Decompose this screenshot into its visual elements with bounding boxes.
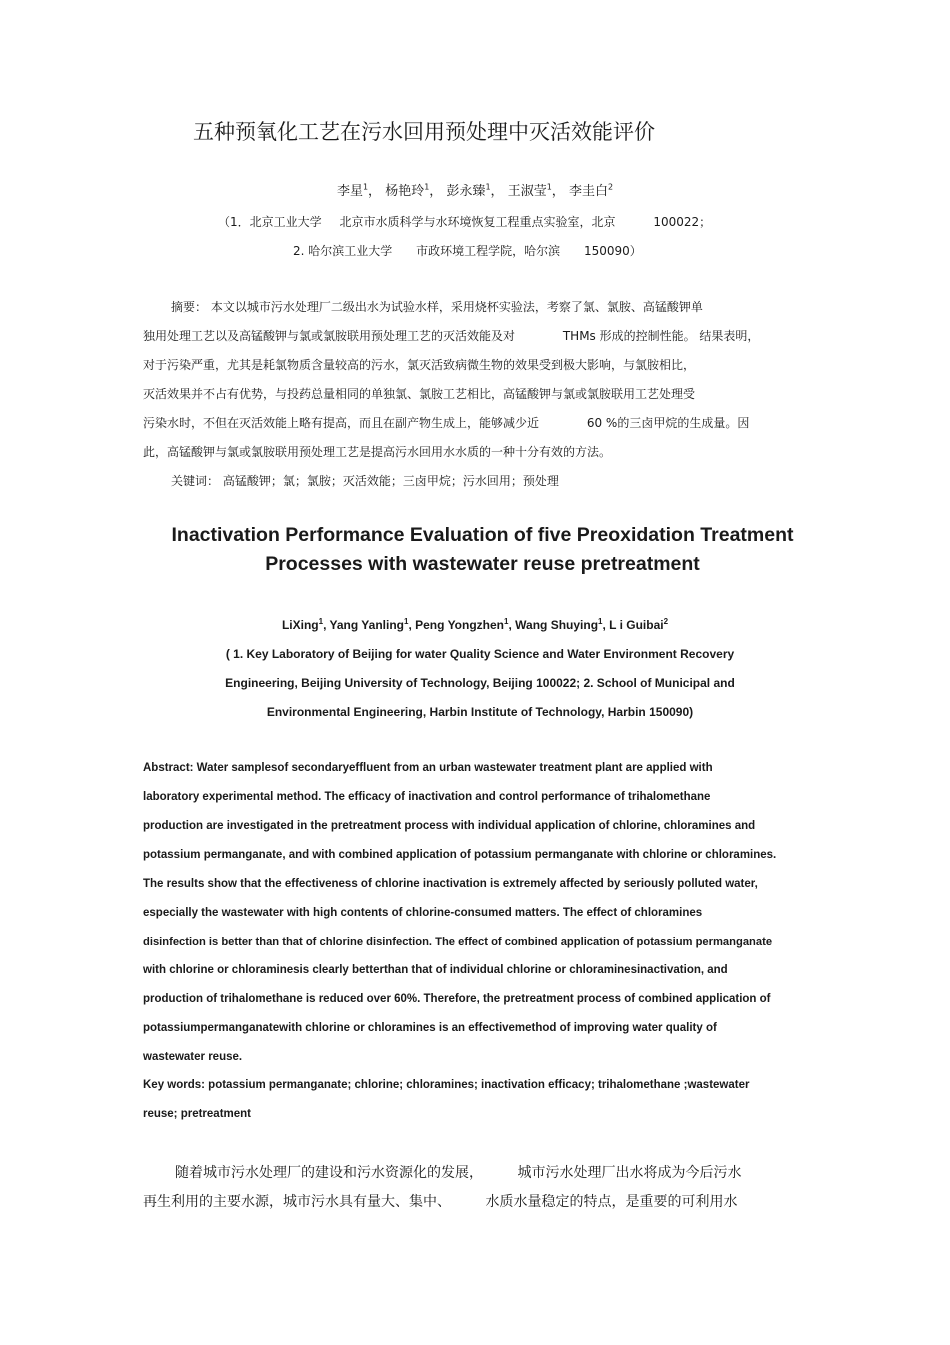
chinese-author: 杨艳玲 — [385, 184, 425, 199]
abstract-segment: 60 %的三卤甲烷的生成量。因 — [586, 416, 750, 430]
affiliation-segment: （1．北京工业大学 — [218, 215, 322, 229]
chinese-author: 李星 — [336, 184, 363, 199]
author-affiliation-mark: 1 — [485, 182, 491, 192]
english-abstract-line: laboratory experimental method. The efficacy of inactivation and control performance of trihalomethane — [143, 791, 711, 803]
author-affiliation-mark: 1 — [504, 617, 509, 626]
english-affiliation-line: Engineering, Beijing University of Technology, Beijing 100022; 2. School of Municipal and — [225, 676, 735, 690]
body-segment: 城市污水处理厂出水将成为今后污水 — [517, 1165, 742, 1181]
chinese-author: 李圭白 — [568, 184, 608, 199]
chinese-title: 五种预氧化工艺在污水回用预处理中灭活效能评价 — [193, 120, 655, 144]
english-abstract-line: with chlorine or chloraminesis clearly betterthan that of individual chlorine or chloraminesinactivation, and — [143, 964, 728, 976]
english-abstract-line: Abstract: Water samplesof secondaryeffluent from an urban wastewater treatment plant are applied with — [143, 762, 713, 774]
affiliation-segment: 北京市水质科学与水环境恢复工程重点实验室，北京 — [339, 215, 616, 229]
english-abstract-line: wastewater reuse. — [143, 1051, 243, 1063]
chinese-abstract-line: 摘要： 本文以城市污水处理厂二级出水为试验水样，采用烧杯实验法，考察了氯、氯胺、高锰酸钾单 — [171, 300, 703, 314]
english-abstract-line: potassium permanganate, and with combined application of potassium permanganate with chlorine or chloramines. — [143, 849, 777, 861]
english-author: Wang Shuying — [515, 618, 599, 632]
english-abstract-line: production of trihalomethane is reduced over 60%. Therefore, the pretreatment process of combined application of — [143, 993, 771, 1005]
english-abstract-line: production are investigated in the pretreatment process with individual application of chlorine, chloramines and — [143, 820, 756, 832]
english-abstract-line: potassiumpermanganatewith chlorine or chloramines is an effectivemethod of improving water quality of — [143, 1022, 717, 1034]
body-segment: 再生利用的主要水源，城市污水具有量大、集中、 — [143, 1194, 451, 1210]
english-author: LiXing — [281, 618, 319, 632]
author-affiliation-mark: 1 — [362, 182, 369, 192]
english-author: L i Guibai — [609, 618, 664, 632]
affiliation-segment: 150090） — [583, 244, 642, 258]
english-author-list: LiXing$^1$, Yang Yanling$^1$, Peng Yongzhen$^1$, Wang Shuying$^1$, L i Guibai$^2$ — [281, 617, 669, 632]
abstract-segment: 独用处理工艺以及高锰酸钾与氯或氯胺联用预处理工艺的灭活效能及对 — [143, 329, 516, 343]
author-affiliation-mark: 1 — [598, 617, 603, 626]
english-affiliation-line: ( 1. Key Laboratory of Beijing for water Quality Science and Water Environment Recovery — [225, 647, 735, 661]
english-affiliation-line: Environmental Engineering, Harbin Institute of Technology, Harbin 150090) — [266, 705, 694, 719]
body-text-line — [175, 1162, 741, 1182]
chinese-affiliation-line — [293, 242, 642, 259]
chinese-keywords: 关键词： 高锰酸钾；氯；氯胺；灭活效能；三卤甲烷；污水回用；预处理 — [171, 474, 559, 488]
chinese-abstract-line — [143, 414, 749, 431]
abstract-segment: 污染水时，不但在灭活效能上略有提高，而且在副产物生成上，能够减少近 — [143, 416, 540, 430]
english-author: Yang Yanling — [329, 618, 404, 632]
chinese-abstract-line: 灭活效果并不占有优势，与投药总量相同的单独氯、氯胺工艺相比，高锰酸钾与氯或氯胺联用工艺处理受 — [143, 387, 696, 401]
english-title-line: Processes with wastewater reuse pretreatment — [265, 553, 700, 575]
chinese-author-list: 李星$^1$， 杨艳玲$^1$， 彭永臻$^1$， 王淑莹$^1$， 李圭白$^2$ — [336, 182, 614, 199]
chinese-abstract-line — [143, 327, 759, 344]
english-abstract-line: disinfection is better than that of chlorine disinfection. The effect of combined application of potassium permanganate — [143, 936, 773, 948]
body-segment: 水质水量稳定的特点，是重要的可利用水 — [485, 1194, 738, 1210]
author-affiliation-mark: 1 — [403, 617, 409, 626]
author-affiliation-mark: 1 — [318, 617, 324, 626]
chinese-abstract-line: 对于污染严重，尤其是耗氯物质含量较高的污水，氯灭活致病微生物的效果受到极大影响，与氯胺相比， — [143, 358, 696, 372]
affiliation-segment: 2. 哈尔滨工业大学 — [293, 244, 393, 258]
chinese-author: 王淑莹 — [507, 184, 547, 199]
chinese-abstract-line: 此，高锰酸钾与氯或氯胺联用预处理工艺是提高污水回用水水质的一种十分有效的方法。 — [143, 445, 612, 459]
body-segment: 随着城市污水处理厂的建设和污水资源化的发展， — [175, 1165, 483, 1181]
author-affiliation-mark: 2 — [607, 182, 614, 192]
affiliation-segment: 市政环境工程学院，哈尔滨 — [416, 244, 561, 258]
abstract-segment: THMs 形成的控制性能。 结果表明， — [562, 329, 760, 343]
chinese-affiliation-line — [218, 213, 711, 230]
english-author: Peng Yongzhen — [415, 618, 505, 632]
english-title-line: Inactivation Performance Evaluation of five Preoxidation Treatment — [171, 524, 794, 546]
body-text-line — [143, 1191, 737, 1211]
author-affiliation-mark: 2 — [663, 617, 669, 626]
english-abstract-line: especially the wastewater with high contents of chlorine-consumed matters. The effect of chloramines — [143, 907, 703, 919]
chinese-author: 彭永臻 — [446, 184, 486, 199]
author-affiliation-mark: 1 — [424, 182, 430, 192]
english-keywords-line: Key words: potassium permanganate; chlorine; chloramines; inactivation efficacy; trihalomethane ;wastewater — [143, 1079, 750, 1091]
author-affiliation-mark: 1 — [546, 182, 552, 192]
english-abstract-line: The results show that the effectiveness of chlorine inactivation is extremely affected by seriously polluted water, — [143, 878, 758, 890]
affiliation-segment: 100022； — [653, 215, 712, 229]
english-keywords-line: reuse; pretreatment — [143, 1108, 252, 1120]
